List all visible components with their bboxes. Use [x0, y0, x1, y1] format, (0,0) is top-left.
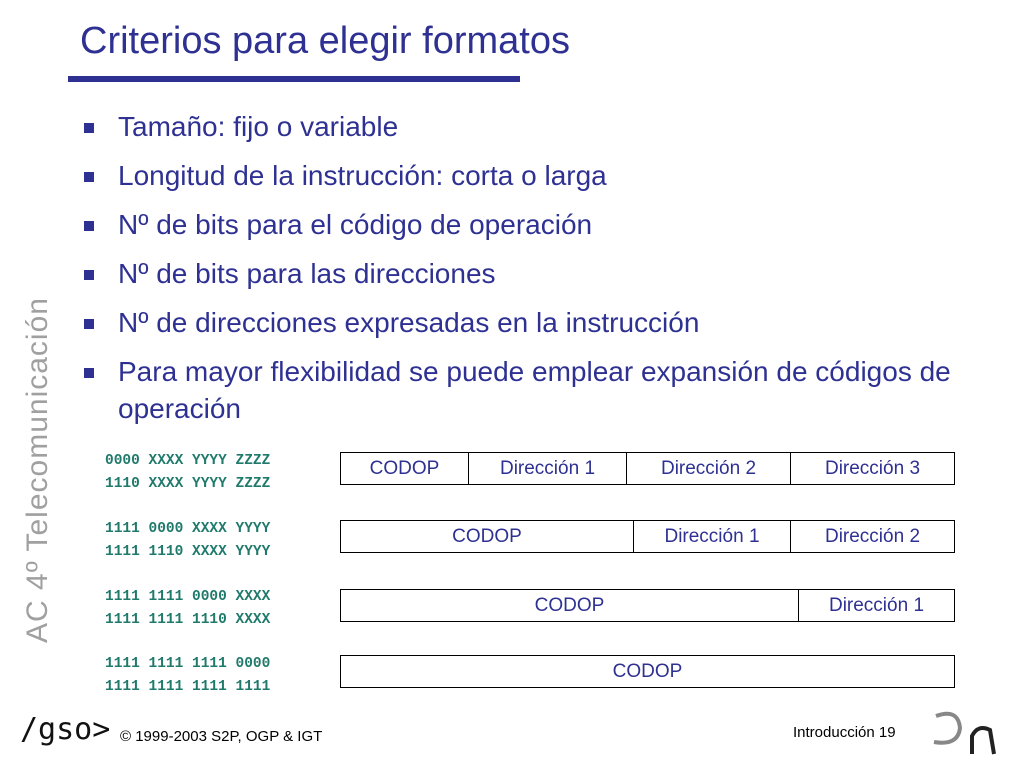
- bullet-text: Nº de bits para el código de operación: [118, 209, 593, 240]
- bullet-item: [80, 108, 980, 145]
- opcode-range-0addr: [105, 653, 270, 699]
- field-direccion-3: Dirección 3: [824, 457, 921, 479]
- university-logo-icon: [928, 706, 1008, 758]
- square-bullet-icon: [84, 270, 94, 280]
- square-bullet-icon: [84, 319, 94, 329]
- bullet-text: Tamaño: fijo o variable: [118, 111, 399, 142]
- field-direccion-1: Dirección 1: [469, 453, 627, 484]
- field-codop: CODOP: [341, 453, 469, 484]
- bullet-item: [80, 157, 980, 194]
- field-direccion-1: Dirección 1: [634, 521, 791, 552]
- opcode-line: 1111 1111 1110 XXXX: [105, 612, 271, 628]
- opcode-line: 1111 1110 XXXX YYYY: [105, 544, 271, 560]
- page-number: Introducción 19: [793, 724, 896, 741]
- field-codop: CODOP: [612, 660, 683, 682]
- bullet-item: [80, 206, 980, 243]
- field-direccion-1: Dirección 1: [828, 594, 925, 616]
- side-course-label: AC 4º Telecomunicación: [21, 297, 54, 643]
- opcode-line: 0000 XXXX YYYY ZZZZ: [105, 453, 271, 469]
- square-bullet-icon: [84, 221, 94, 231]
- format-1-address: [340, 589, 955, 622]
- bullet-item: [80, 255, 980, 292]
- gso-logo: /gso>: [20, 712, 111, 747]
- opcode-range-1addr: [105, 586, 270, 632]
- bullet-list: [80, 108, 980, 439]
- slide-title: Criterios para elegir formatos: [80, 20, 570, 62]
- square-bullet-icon: [84, 368, 94, 378]
- title-underline: [68, 76, 520, 82]
- copyright-text: © 1999-2003 S2P, OGP & IGT: [120, 728, 323, 745]
- format-0-address: [340, 655, 955, 688]
- bullet-text: Longitud de la instrucción: corta o larga: [118, 160, 607, 191]
- opcode-line: 1111 0000 XXXX YYYY: [105, 521, 271, 537]
- bullet-text: Para mayor flexibilidad se puede emplear expansión de códigos de operación: [118, 356, 951, 424]
- bullet-item: [80, 304, 980, 341]
- bullet-item: [80, 353, 980, 427]
- field-codop: CODOP: [341, 521, 634, 552]
- opcode-line: 1111 1111 0000 XXXX: [105, 589, 271, 605]
- opcode-line: 1111 1111 1111 1111: [105, 679, 271, 695]
- opcode-line: 1111 1111 1111 0000: [105, 656, 271, 672]
- opcode-range-3addr: [105, 450, 270, 496]
- opcode-line: 1110 XXXX YYYY ZZZZ: [105, 476, 271, 492]
- bullet-text: Nº de direcciones expresadas en la instrucción: [118, 307, 700, 338]
- format-3-address: [340, 452, 955, 485]
- field-codop: CODOP: [341, 590, 799, 621]
- square-bullet-icon: [84, 123, 94, 133]
- format-2-address: [340, 520, 955, 553]
- field-direccion-2: Dirección 2: [627, 453, 791, 484]
- field-direccion-2: Dirección 2: [824, 525, 921, 547]
- opcode-range-2addr: [105, 518, 270, 564]
- bullet-text: Nº de bits para las direcciones: [118, 258, 496, 289]
- square-bullet-icon: [84, 172, 94, 182]
